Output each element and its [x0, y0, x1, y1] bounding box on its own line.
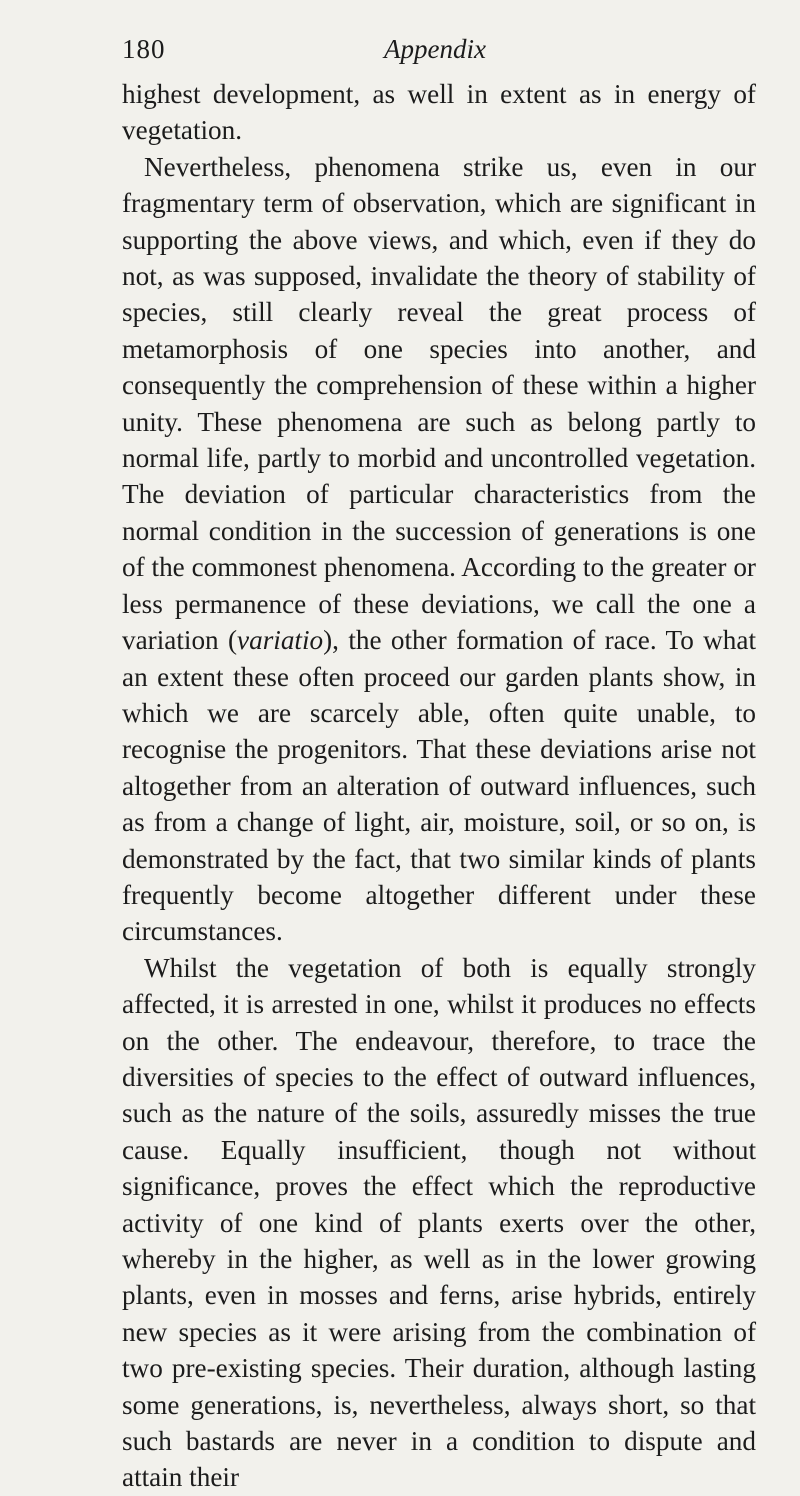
text-run: ), the other formation of race. To what an extent these often proceed our garden plants show, in which we are scarcely able, often quite unable, to recognise the progenitors. That these deviations arise not altogether from an alteration of outward influences, such as from a change of light, air, moisture, soil, or so on, is demonstrated by the fact, that two similar kinds of plants frequently become altogether different under these circumstances.	[122, 625, 756, 947]
page-number: 180	[122, 34, 166, 64]
italic-term: variatio	[237, 625, 324, 656]
text-run: Whilst the vegetation of both is equally strongly affected, it is arrested in one, whilst it produces no effects on the other. The endeavour, therefore, to trace the diversities of species to the effect of outward influences, such as the nature of the soils, assuredly misses the true cause. Equally insufficient, though not without significance, proves the effect which the reproductive activity of one kind of plants exerts over the other, whereby in the higher, as well as in the lower growing plants, even in mosses and ferns, arise hybrids, entirely new species as it were arising from the combination of two pre-existing species. Their duration, although lasting some generations, is, nevertheless, always short, so that such bastards are never in a condition to dispute and attain their	[122, 952, 756, 1493]
page-header	[122, 30, 756, 76]
book-page	[122, 30, 756, 1496]
paragraph	[122, 76, 756, 149]
text-run: Nevertheless, phenomena strike us, even in our fragmentary term of observation, which are significant in supporting the above views, and which, even if they do not, as was supposed, invalidate the theory of stability of species, still clearly reveal the great process of metamorphosis of one species into another, and consequently the comprehension of these within a higher unity. These phenomena are such as belong partly to normal life, partly to morbid and uncontrolled vegetation. The deviation of particular characteristics from the normal condition in the succession of generations is one of the commonest phenomena. According to the greater or less permanence of these deviations, we call the one a variation (	[122, 151, 756, 656]
body-text	[122, 76, 756, 1496]
text-run: highest development, as well in extent as in energy of vegetation.	[122, 79, 756, 146]
paragraph	[122, 149, 756, 950]
paragraph	[122, 950, 756, 1496]
running-title: Appendix	[384, 34, 486, 64]
